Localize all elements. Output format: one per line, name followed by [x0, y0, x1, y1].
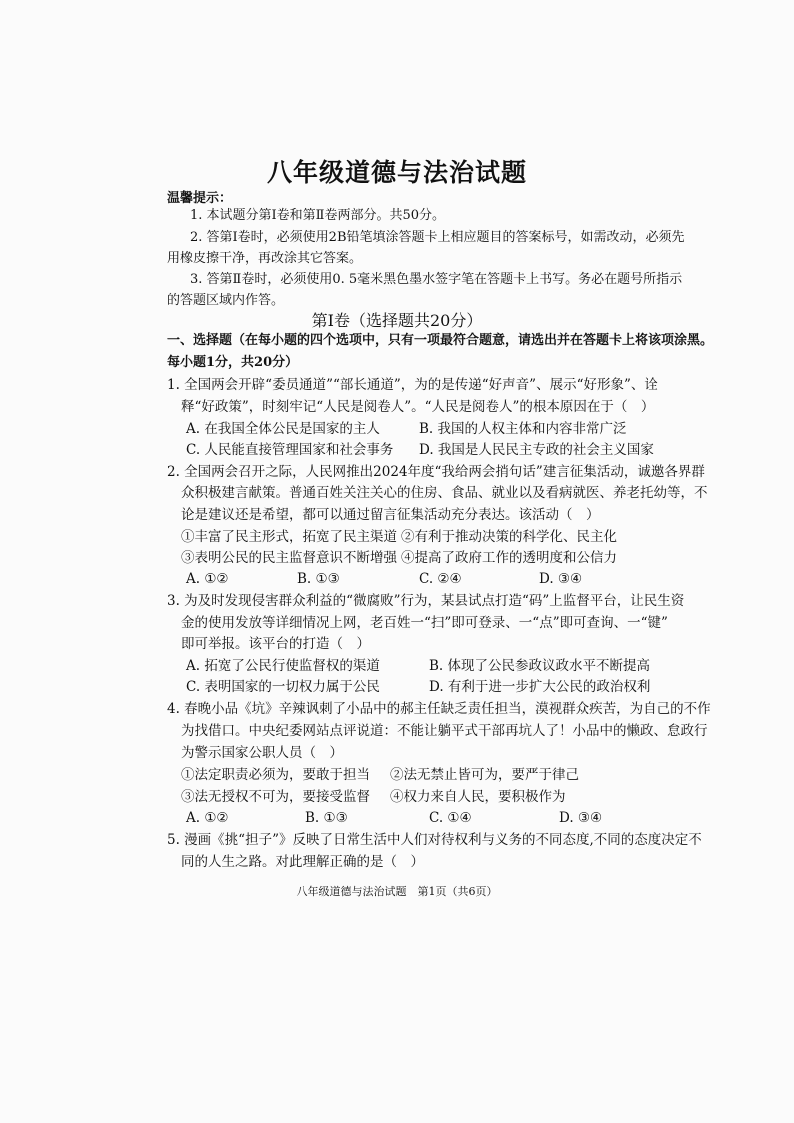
- question-4-line: 为警示国家公职人员（ ）: [181, 745, 343, 761]
- question-1-option-c: C. 人民能直接管理国家和社会事务: [186, 442, 394, 458]
- question-3-line: 金的使用发放等详细情况上网，老百姓一“扫”即可登录、一“点”即可查询、一“键”: [181, 615, 668, 631]
- question-1-option-a: A. 在我国全体公民是国家的主人: [186, 421, 380, 437]
- tips-label: 温馨提示：: [167, 191, 233, 206]
- instructions-line: 一、选择题（在每小题的四个选项中，只有一项最符合题意，请选出并在答题卡上将该项涂黑。: [167, 333, 714, 348]
- question-2-line: 2. 全国两会召开之际，人民网推出2024年度“我给两会捎句话”建言征集活动，诚邀各界群: [167, 464, 705, 480]
- question-4-option-d: D. ③④: [559, 810, 603, 826]
- question-2-statement: ②有利于推动决策的科学化、民主化: [401, 529, 617, 545]
- question-1-option-d: D. 我国是人民民主专政的社会主义国家: [419, 442, 654, 458]
- question-5-line: 同的人生之路。对此理解正确的是（ ）: [181, 854, 424, 870]
- question-3-option-c: C. 表明国家的一切权力属于公民: [186, 679, 380, 695]
- tip-line: 3. 答第Ⅱ卷时，必须使用0. 5毫米黑色墨水签字笔在答题卡上书写。务必在题号所指示: [190, 272, 683, 287]
- question-3-option-a: A. 拓宽了公民行使监督权的渠道: [186, 658, 380, 674]
- page-title: 八年级道德与法治试题: [266, 158, 527, 187]
- question-3-option-b: B. 体现了公民参政议政水平不断提高: [429, 658, 651, 674]
- question-2-option-c: C. ②④: [419, 571, 462, 587]
- tip-line: 1. 本试题分第Ⅰ卷和第Ⅱ卷两部分。共50分。: [190, 208, 446, 223]
- question-2-option-a: A. ①②: [186, 571, 229, 587]
- tip-line: 的答题区域内作答。: [167, 293, 285, 308]
- question-1-line: 释“好政策”，时刻牢记“人民是阅卷人”。“人民是阅卷人”的根本原因在于（ ）: [181, 399, 655, 415]
- question-4-option-b: B. ①③: [305, 810, 348, 826]
- instructions-line: 每小题1分，共20分）: [167, 355, 299, 370]
- question-5-line: 5. 漫画《挑“担子”》反映了日常生活中人们对待权利与义务的不同态度,不同的态度决定不: [167, 832, 702, 848]
- question-4-line: 为找借口。中央纪委网站点评说道：不能让躺平式干部再坑人了！小品中的懒政、怠政行: [181, 723, 708, 739]
- section-title: 第Ⅰ卷（选择题共20分）: [311, 311, 483, 330]
- question-2-option-b: B. ①③: [297, 571, 340, 587]
- question-3-option-d: D. 有利于进一步扩大公民的政治权利: [429, 679, 651, 695]
- question-4-option-c: C. ①④: [429, 810, 472, 826]
- tip-line: 用橡皮擦干净，再改涂其它答案。: [167, 251, 363, 266]
- question-1-option-b: B. 我国的人权主体和内容非常广泛: [419, 421, 627, 437]
- question-4-statement: ②法无禁止皆可为，要严于律己: [390, 767, 579, 783]
- question-1-line: 1. 全国两会开辟“委员通道”“部长通道”，为的是传递“好声音”、展示“好形象”、诠: [167, 377, 658, 393]
- page-footer: 八年级道德与法治试题 第1页（共6页）: [296, 885, 498, 898]
- question-2-line: 众积极建言献策。普通百姓关注关心的住房、食品、就业以及看病就医、养老托幼等，不: [181, 485, 708, 501]
- question-2-statement: ①丰富了民主形式，拓宽了民主渠道: [181, 529, 397, 545]
- question-4-line: 4. 春晚小品《坑》辛辣讽刺了小品中的郝主任缺乏责任担当，漠视群众疾苦，为自己的不作: [167, 701, 711, 717]
- question-2-statement: ④提高了政府工作的透明度和公信力: [401, 550, 617, 566]
- tip-line: 2. 答第Ⅰ卷时，必须使用2B铅笔填涂答题卡上相应题目的答案标号，如需改动，必须先: [190, 230, 685, 245]
- question-4-statement: ④权力来自人民，要积极作为: [390, 789, 566, 805]
- question-4-statement: ①法定职责必须为，要敢于担当: [181, 767, 370, 783]
- question-2-statement: ③表明公民的民主监督意识不断增强: [181, 550, 397, 566]
- question-4-statement: ③法无授权不可为，要接受监督: [181, 789, 370, 805]
- question-3-line: 即可举报。该平台的打造（ ）: [181, 636, 370, 652]
- question-2-line: 论是建议还是希望，都可以通过留言征集活动充分表达。该活动（ ）: [181, 507, 600, 523]
- question-2-option-d: D. ③④: [539, 571, 583, 587]
- question-3-line: 3. 为及时发现侵害群众利益的“微腐败”行为，某县试点打造“码”上监督平台，让民生资: [167, 593, 685, 609]
- question-4-option-a: A. ①②: [186, 810, 229, 826]
